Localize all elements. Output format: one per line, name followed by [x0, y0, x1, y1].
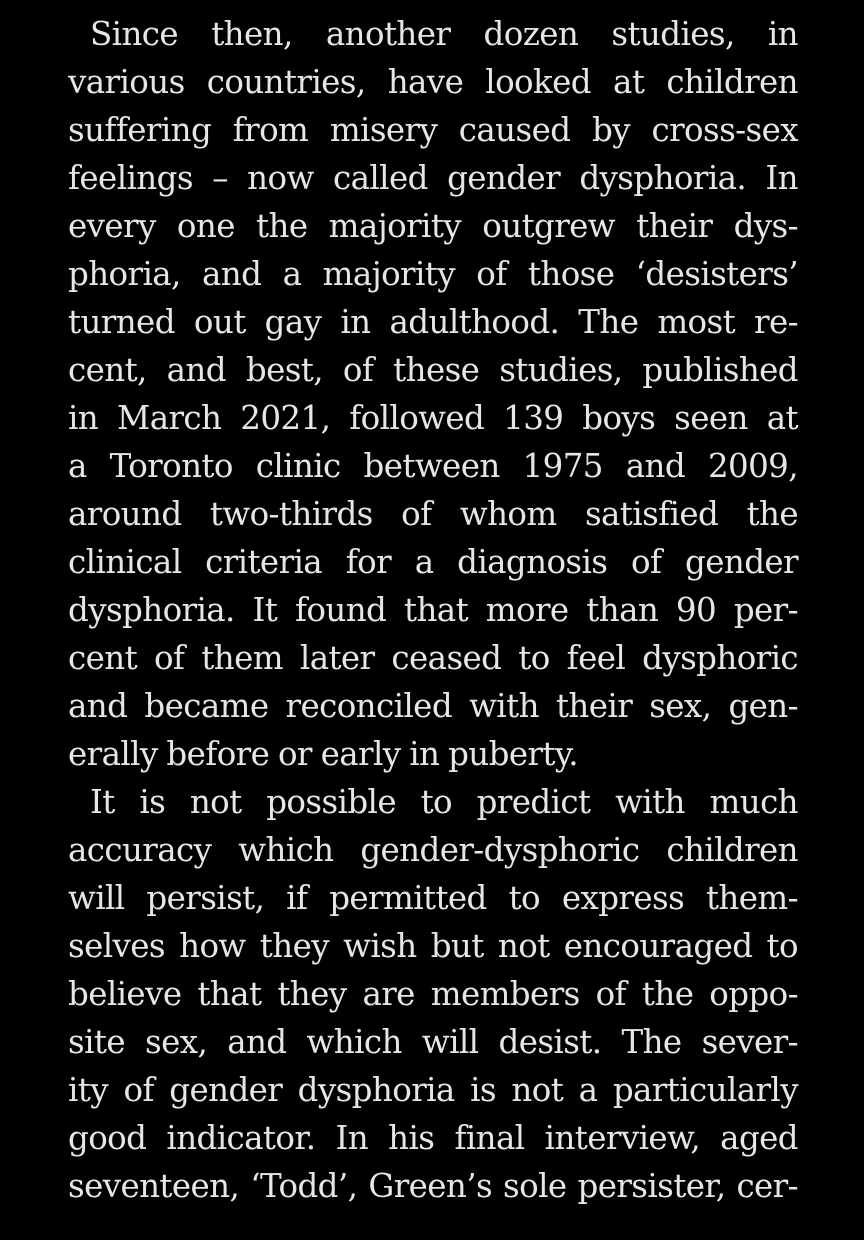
text-line: clinical criteria for a diagnosis of gender: [68, 543, 798, 581]
text-line: Since then, another dozen studies, in: [90, 15, 798, 53]
text-line: It is not possible to predict with much: [90, 783, 798, 821]
text-line: erally before or early in puberty.: [68, 735, 579, 773]
paragraph-prediction: [68, 778, 798, 1210]
text-line: feelings – now called gender dysphoria. In: [68, 159, 798, 197]
text-line: believe that they are members of the oppo-: [68, 975, 798, 1013]
text-line: cent, and best, of these studies, published: [68, 351, 798, 389]
text-line: and became reconciled with their sex, gen-: [68, 687, 798, 725]
text-line: seventeen, ‘Todd’, Green’s sole persister, cer-: [68, 1167, 798, 1205]
text-line: site sex, and which will desist. The sever-: [68, 1023, 798, 1061]
text-line: various countries, have looked at children: [68, 63, 798, 101]
text-line: good indicator. In his final interview, aged: [68, 1119, 798, 1157]
text-line: selves how they wish but not encouraged to: [68, 927, 798, 965]
text-line: will persist, if permitted to express them-: [68, 879, 798, 917]
text-line: ity of gender dysphoria is not a particularly: [68, 1071, 798, 1109]
text-line: a Toronto clinic between 1975 and 2009,: [68, 447, 798, 485]
book-page: [68, 10, 798, 1210]
text-line: around two-thirds of whom satisfied the: [68, 495, 798, 533]
paragraph-studies: [68, 10, 798, 778]
text-line: turned out gay in adulthood. The most re-: [68, 303, 798, 341]
text-line: every one the majority outgrew their dys-: [68, 207, 798, 245]
text-line: cent of them later ceased to feel dysphoric: [68, 639, 798, 677]
text-line: accuracy which gender-dysphoric children: [68, 831, 798, 869]
text-line: dysphoria. It found that more than 90 per-: [68, 591, 798, 629]
text-line: suffering from misery caused by cross-sex: [68, 111, 798, 149]
text-line: in March 2021, followed 139 boys seen at: [68, 399, 798, 437]
text-line: phoria, and a majority of those ‘desisters’: [68, 255, 798, 293]
